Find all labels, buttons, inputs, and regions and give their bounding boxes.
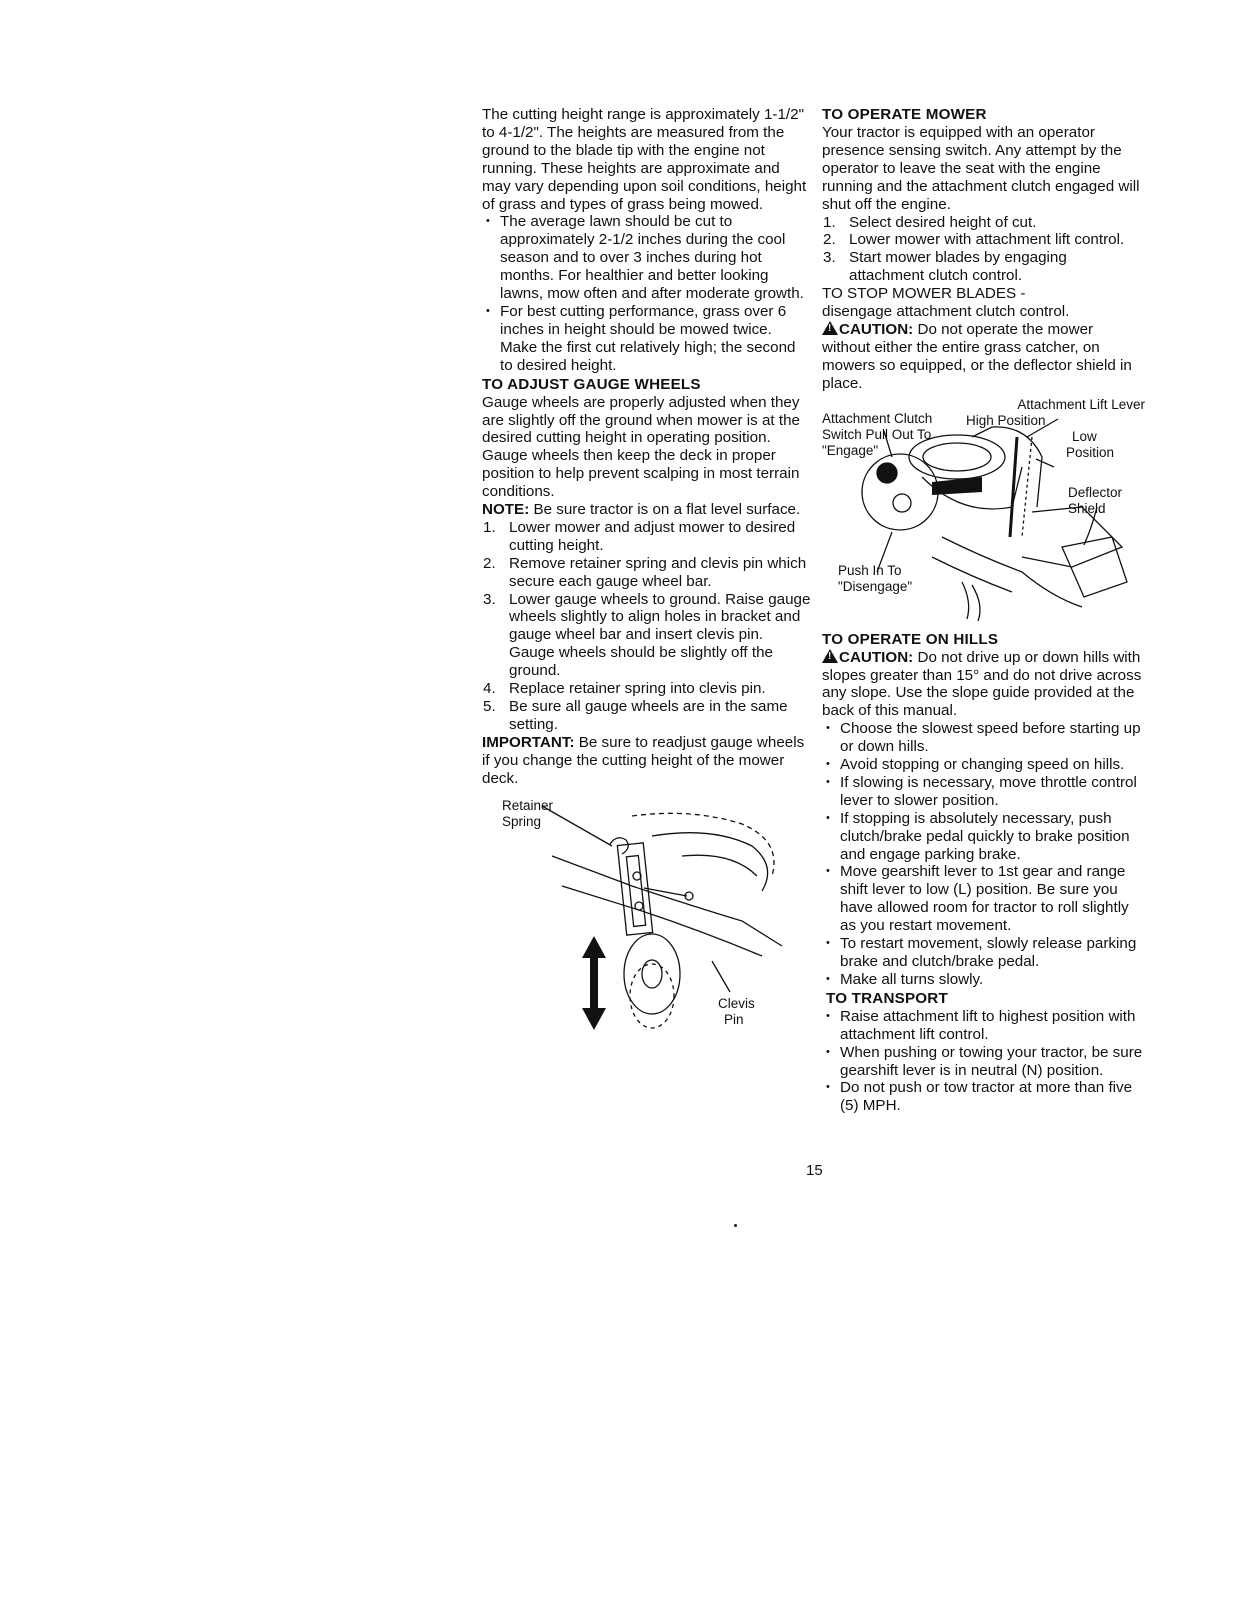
clutch-label-line1: Attachment Clutch xyxy=(822,410,933,426)
deflector-label: Deflector xyxy=(1068,484,1123,500)
list-item xyxy=(483,518,812,555)
warning-triangle-icon xyxy=(822,321,838,335)
retainer-label: Retainer xyxy=(502,797,554,813)
caution-label: CAUTION: xyxy=(839,320,914,338)
caution-grass-catcher xyxy=(822,321,1144,393)
cutting-height-intro: The cutting height range is approximately 1-1/2" to 4-1/2". The heights are measured from the ground to the blade tip with the engine not running. These heights are approximate and may vary depending upon soil conditions, height of grass and types of grass being mowed. xyxy=(482,106,807,213)
list-item: • For best cutting performance, grass over 6 inches in height should be mowed twice. Make the first cut relatively high; the second to desired height. xyxy=(500,303,812,375)
warning-triangle-icon xyxy=(822,649,838,663)
transport-tips-list xyxy=(822,1008,1144,1115)
position-label: Position xyxy=(1066,444,1115,460)
list-item xyxy=(483,590,812,681)
hills-tips-list xyxy=(822,720,1144,989)
spring-label: Spring xyxy=(502,813,542,829)
note-paragraph xyxy=(482,501,812,519)
operate-hills-heading: TO OPERATE ON HILLS xyxy=(822,630,999,648)
list-item: • Raise attachment lift to highest position with attachment lift control. xyxy=(840,1008,1144,1044)
step-text: Start mower blades by engaging attachment clutch control. xyxy=(849,249,1067,285)
engage-label: "Engage" xyxy=(822,442,879,458)
lift-lever-label: Attachment Lift Lever xyxy=(1017,396,1145,412)
gauge-wheel-figure xyxy=(482,796,812,1046)
shield-label: Shield xyxy=(1068,500,1106,516)
clevis-label: Clevis xyxy=(718,995,755,1011)
left-column xyxy=(482,106,812,1046)
pin-label: Pin xyxy=(724,1011,744,1027)
list-item: • Avoid stopping or changing speed on hills. xyxy=(840,756,1144,774)
stop-blades-text: disengage attachment clutch control. xyxy=(822,303,1070,321)
transport-heading: TO TRANSPORT xyxy=(826,989,948,1007)
list-item xyxy=(823,249,1144,285)
caution-hills xyxy=(822,649,1144,721)
operate-mower-text: Your tractor is equipped with an operator presence sensing switch. Any attempt by the operator to leave the seat with the engine running and the attachment clutch engaged will shut off the engine. xyxy=(822,124,1140,213)
list-item: • When pushing or towing your tractor, be sure gearshift lever is in neutral (N) position. xyxy=(840,1044,1144,1080)
list-item: • Make all turns slowly. xyxy=(840,971,1144,989)
step-number: 3. xyxy=(483,590,496,608)
step-text: Remove retainer spring and clevis pin which secure each gauge wheel bar. xyxy=(509,554,807,590)
high-position-label: High Position xyxy=(966,412,1046,428)
step-text: Replace retainer spring into clevis pin. xyxy=(509,680,766,698)
right-column xyxy=(822,106,1144,1115)
list-item xyxy=(483,698,812,734)
gauge-wheels-heading: TO ADJUST GAUGE WHEELS xyxy=(482,375,701,393)
gauge-steps-list xyxy=(482,519,812,734)
note-label: NOTE: xyxy=(482,501,530,519)
step-text: Select desired height of cut. xyxy=(849,213,1037,231)
gauge-wheels-text: Gauge wheels are properly adjusted when they are slightly off the ground when mower is at the desired cutting height in operating position. Gauge wheels then keep the deck in proper position to help prevent scalping in most terrain conditions. xyxy=(482,393,800,501)
caution-label: CAUTION: xyxy=(839,648,914,666)
stop-blades-heading: TO STOP MOWER BLADES - xyxy=(822,285,1026,303)
caution-text: Do not drive up or down hills with slopes greater than 15° and do not drive across any slope. Use the slope guide provided at the back of this manual. xyxy=(822,648,1142,720)
step-text: Be sure all gauge wheels are in the same setting. xyxy=(509,698,788,733)
step-number: 4. xyxy=(483,680,496,698)
important-paragraph xyxy=(482,734,812,788)
disengage-label: "Disengage" xyxy=(838,578,913,594)
list-item: • Move gearshift lever to 1st gear and range shift lever to low (L) position. Be sure you have allowed room for tractor to roll slightly as you restart movement. xyxy=(840,863,1144,935)
mowing-tips-list xyxy=(482,213,812,374)
step-number: 5. xyxy=(483,698,496,715)
attachment-clutch-figure xyxy=(822,397,1144,625)
list-item xyxy=(483,680,812,698)
step-text: Lower gauge wheels to ground. Raise gauge wheels slightly to align holes in bracket and gauge wheel bar and insert clevis pin. Gauge wheels should be slightly off the ground. xyxy=(509,590,811,680)
clutch-label-line2: Switch Pull Out To xyxy=(822,426,932,442)
operate-mower-heading: TO OPERATE MOWER xyxy=(822,106,987,123)
step-text: Lower mower and adjust mower to desired cutting height. xyxy=(509,518,796,554)
step-number: 1. xyxy=(823,213,836,231)
step-number: 2. xyxy=(823,231,836,249)
step-number: 2. xyxy=(483,554,496,572)
caution-text: Do not operate the mower without either the entire grass catcher, on mowers so equipped, or the deflector shield in place. xyxy=(822,320,1132,392)
note-text: Be sure tractor is on a flat level surface. xyxy=(529,501,801,519)
step-number: 1. xyxy=(483,518,496,536)
list-item xyxy=(823,213,1144,232)
list-item: • Choose the slowest speed before starting up or down hills. xyxy=(840,720,1144,756)
list-item xyxy=(823,231,1144,249)
list-item: • If slowing is necessary, move throttle control lever to slower position. xyxy=(840,774,1144,810)
list-item: • If stopping is absolutely necessary, push clutch/brake pedal quickly to brake position and engage parking brake. xyxy=(840,810,1144,864)
step-number: 3. xyxy=(823,249,836,267)
step-text: Lower mower with attachment lift control. xyxy=(849,231,1125,249)
operate-steps-list xyxy=(822,214,1144,286)
important-text: Be sure to readjust gauge wheels if you change the cutting height of the mower deck. xyxy=(482,733,805,787)
low-label: Low xyxy=(1072,428,1097,444)
list-item xyxy=(483,554,812,591)
gauge-wheel-illustration xyxy=(482,796,812,1046)
push-in-label: Push In To xyxy=(838,562,902,578)
important-label: IMPORTANT: xyxy=(482,733,575,751)
list-item: • To restart movement, slowly release parking brake and clutch/brake pedal. xyxy=(840,935,1144,971)
list-item: • The average lawn should be cut to approximately 2-1/2 inches during the cool season and to over 3 inches during hot months. For healthier and better looking lawns, mow often and after moderate growth. xyxy=(500,213,812,303)
list-item: • Do not push or tow tractor at more than five (5) MPH. xyxy=(840,1079,1144,1115)
page-number: 15 xyxy=(806,1162,823,1179)
scan-speck xyxy=(734,1224,737,1227)
